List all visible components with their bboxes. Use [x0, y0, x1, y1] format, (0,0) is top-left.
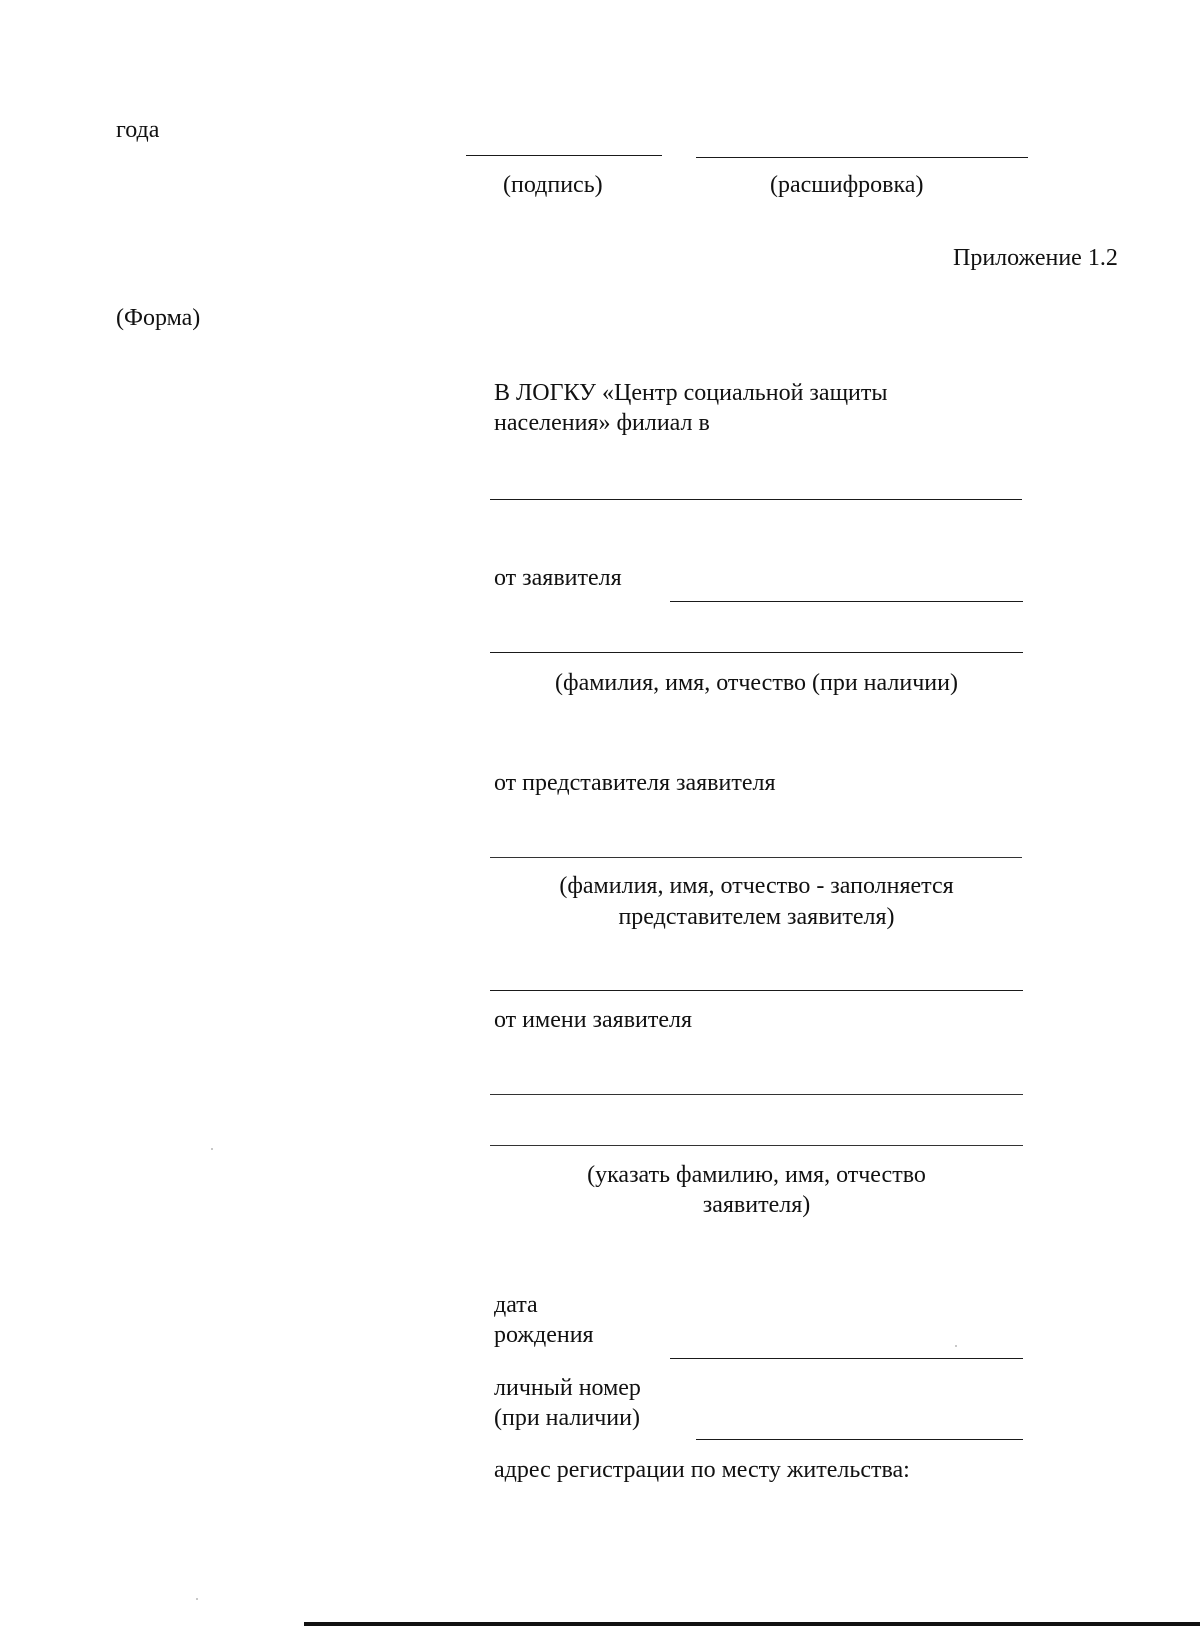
decoding-line[interactable] [696, 157, 1028, 158]
representative-caption-line-1: (фамилия, имя, отчество - заполняется [559, 873, 954, 899]
birth-date-label-line-1: дата [494, 1292, 538, 1318]
addressee-line-2: населения» филиал в [494, 410, 710, 436]
addressee-line-1: В ЛОГКУ «Центр социальной защиты [494, 380, 888, 406]
applicant-line-1[interactable] [670, 601, 1023, 602]
on-behalf-caption-line-1: (указать фамилию, имя, отчество [587, 1162, 926, 1188]
address-label: адрес регистрации по месту жительства: [494, 1457, 910, 1483]
signature-line[interactable] [466, 155, 662, 156]
decoding-caption: (расшифровка) [770, 172, 924, 198]
birth-date-label-line-2: рождения [494, 1322, 594, 1348]
representative-label: от представителя заявителя [494, 770, 776, 796]
scan-speck [196, 1598, 198, 1600]
representative-separator-line[interactable] [490, 990, 1023, 991]
on-behalf-caption-line-2: заявителя) [702, 1192, 811, 1218]
on-behalf-line-1[interactable] [490, 1094, 1023, 1095]
scan-speck [211, 1148, 213, 1150]
personal-number-label-line-1: личный номер [494, 1375, 641, 1401]
personal-number-line[interactable] [696, 1439, 1023, 1440]
scan-speck [955, 1345, 957, 1347]
birth-date-line[interactable] [670, 1358, 1023, 1359]
branch-line[interactable] [490, 499, 1022, 500]
year-word: года [116, 117, 160, 143]
applicant-line-2[interactable] [490, 652, 1023, 653]
form-label: (Форма) [116, 305, 201, 331]
personal-number-label-line-2: (при наличии) [494, 1405, 640, 1431]
representative-line[interactable] [490, 857, 1022, 858]
signature-caption: (подпись) [503, 172, 603, 198]
applicant-label: от заявителя [494, 565, 622, 591]
on-behalf-label: от имени заявителя [494, 1007, 693, 1033]
bottom-edge-line [304, 1622, 1200, 1626]
appendix-label: Приложение 1.2 [953, 245, 1118, 271]
applicant-caption: (фамилия, имя, отчество (при наличии) [555, 670, 958, 696]
on-behalf-line-2[interactable] [490, 1145, 1023, 1146]
representative-caption-line-2: представителем заявителя) [618, 904, 895, 930]
